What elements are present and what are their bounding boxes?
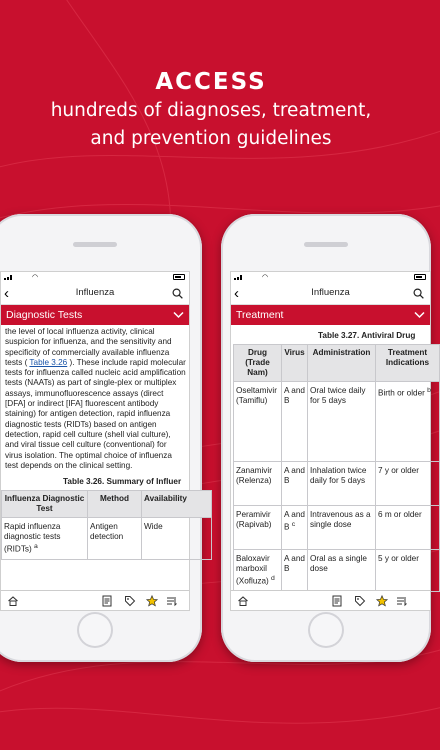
search-icon[interactable] [172,288,183,299]
star-icon[interactable] [376,595,388,607]
footnote-marker: a [34,543,38,551]
section-title: Treatment [236,309,284,321]
table-row [234,550,440,592]
chevron-down-icon[interactable] [414,311,425,319]
table-header: Influenza Diagnostic Test [2,491,88,518]
table-cell: A and B [282,550,308,592]
battery-icon [414,274,426,280]
table-cell: Birth or older $^b$ [376,382,440,462]
table-row [234,462,440,506]
table-cell: A and B $^c$ [282,506,308,550]
right-phone [221,214,431,662]
table-header: Drug (Trade Nam) [234,345,282,382]
signal-icon [4,274,14,280]
bottom-toolbar [1,590,189,610]
headline-subtitle-line1: hundreds of diagnoses, treatment, [50,100,372,121]
diagnostic-table [1,490,212,560]
table-cell: A and B [282,462,308,506]
wifi-icon: ◠ [32,274,39,281]
tag-icon[interactable] [124,595,136,607]
notes-icon[interactable] [331,595,343,607]
tag-icon[interactable] [354,595,366,607]
footnote-marker: c [291,521,296,528]
star-icon[interactable] [146,595,158,607]
table-link[interactable]: Table 3.26 [29,357,68,367]
left-screen [0,271,190,611]
back-icon[interactable]: ‹ [234,285,239,302]
table-header: Virus [282,345,308,382]
table-header: Method [88,491,142,518]
table-header: Treatment Indications [376,345,440,382]
body-text-a: the level of local influenza activity, clinical suspicion for influenza, and the sensitivity and specificity of commercially available influenza tests ( [5,327,172,367]
table-header: Administration [308,345,376,382]
right-screen [230,271,431,611]
table-row [2,518,212,560]
table-caption: Table 3.27. Antiviral Drug [318,331,416,340]
nav-title: Influenza [75,287,115,298]
nav-title: Influenza [311,287,350,298]
table-cell: Oral as a single dose [308,550,376,592]
bottom-toolbar [231,590,430,610]
back-icon[interactable]: ‹ [4,285,9,302]
headline-subtitle-line2: and prevention guidelines [90,128,332,149]
chevron-down-icon[interactable] [173,311,184,319]
headline-title: ACCESS [155,69,267,95]
bookmark-list-icon[interactable] [396,595,408,607]
nav-bar [231,283,430,305]
table-cell: Inhalation twice daily for 5 days [308,462,376,506]
table-cell: A and B [282,382,308,462]
antiviral-table [233,344,440,592]
footnote-marker: d [271,575,275,582]
section-body [1,325,189,471]
battery-icon [173,274,185,280]
status-bar [231,272,430,283]
phone-speaker [73,242,117,247]
home-icon[interactable] [7,595,19,607]
status-bar [1,272,189,283]
table-row [234,506,440,550]
table-cell: Oral twice daily for 5 days [308,382,376,462]
footnote-marker: b [427,387,431,394]
section-title: Diagnostic Tests [6,309,83,321]
table-cell: 6 m or older [376,506,440,550]
table-cell: Antigen detection [88,518,142,560]
table-cell: Intravenous as a single dose [308,506,376,550]
table-cell: Wide [142,518,212,560]
table-cell: Peramivir (Rapivab) [234,506,282,550]
table-cell: 7 y or older [376,462,440,506]
left-phone [0,214,202,662]
phone-home-button [77,612,113,648]
phone-speaker [304,242,348,247]
table-row [234,382,440,462]
wifi-icon: ◠ [262,274,269,281]
nav-bar [1,283,189,305]
home-icon[interactable] [237,595,249,607]
table-cell: Zanamivir (Relenza) [234,462,282,506]
table-cell: 5 y or older [376,550,440,592]
signal-icon [234,274,244,280]
body-text-b: ). These include rapid molecular tests for influenza called nucleic acid amplification tests (NAATs) as part of single-plex or multiplex assays, immunofluorescence assays (direct [DFA] or indirect [IFA] fluorescent antibody staining) for antigen detection, rapid influenza diagnostic tests (RIDTs) based on antigen detection, rapid cell culture (shell vial culture), and viral tissue cell culture (conventional) for virus isolation. The optimal choice of influenza test depends on the clinical setting. [5,357,186,470]
table-cell: Oseltamivir (Tamiflu) [234,382,282,462]
bookmark-list-icon[interactable] [166,595,178,607]
table-header: Availability [142,491,212,518]
table-cell: Baloxavir marboxil (Xofluza) $^d$ [234,550,282,592]
headline [0,68,422,152]
section-header[interactable] [231,305,430,325]
notes-icon[interactable] [101,595,113,607]
table-caption: Table 3.26. Summary of Influer [63,477,182,487]
phone-home-button [308,612,344,648]
search-icon[interactable] [413,288,424,299]
table-cell: Rapid influenza diagnostic tests (RIDTs) $^a$ [2,518,88,560]
section-header[interactable] [1,305,189,325]
